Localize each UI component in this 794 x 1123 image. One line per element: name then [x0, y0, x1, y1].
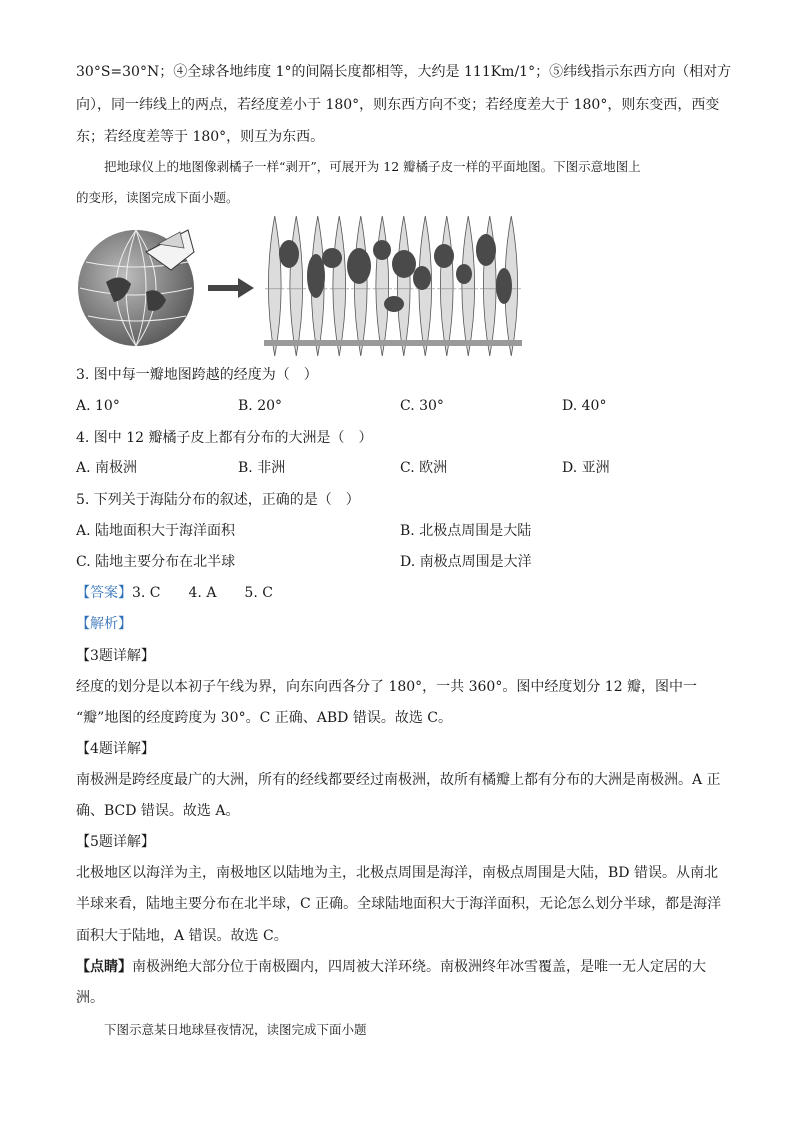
land-mass: [476, 234, 496, 266]
intro-line-2: 向），同一纬线上的两点，若经度差小于 180°，则东西方向不变；若经度差大于 180°，则东变西，西变: [76, 97, 720, 113]
next-passage: 下图示意某日地球昼夜情况，读图完成下面小题: [104, 1022, 367, 1037]
detail-3-label: 【3题详解】: [76, 648, 155, 664]
q5-option-b[interactable]: B. 北极点周围是大陆: [400, 523, 532, 539]
land-mass: [456, 264, 472, 284]
intro-line-1: 30°S=30°N；④全球各地纬度 1°的间隔长度都相等，大约是 111Km/1°；⑤纬线指示东西方向（相对方: [76, 64, 732, 80]
land-mass: [307, 254, 325, 298]
detail-4-label: 【4题详解】: [76, 741, 155, 757]
map-gore: [440, 216, 453, 356]
detail-3-line-2: “瓣”地图的经度跨度为 30°。C 正确、ABD 错误。故选 C。: [76, 710, 452, 726]
q4-option-c[interactable]: C. 欧洲: [400, 460, 448, 476]
map-gore: [397, 216, 410, 356]
question-3-stem: 3. 图中每一瓣地图跨越的经度为（ ）: [76, 367, 318, 383]
map-gore: [354, 216, 367, 356]
land-mass: [413, 266, 431, 290]
passage-line-2: 的变形，读图完成下面小题。: [76, 190, 239, 205]
passage-line-1: 把地球仪上的地图像剥橘子一样“剥开”，可展开为 12 瓣橘子皮一样的平面地图。下图示意地图上: [104, 159, 641, 174]
q5-option-c[interactable]: C. 陆地主要分布在北半球: [76, 554, 236, 570]
q4-option-b[interactable]: B. 非洲: [238, 460, 286, 476]
analysis-label: 【解析】: [76, 616, 132, 632]
q5-option-a[interactable]: A. 陆地面积大于海洋面积: [76, 523, 236, 539]
detail-5-label: 【5题详解】: [76, 834, 155, 850]
q5-option-d[interactable]: D. 南极点周围是大洋: [400, 554, 532, 570]
question-5-stem: 5. 下列关于海陆分布的叙述，正确的是（ ）: [76, 492, 360, 508]
detail-5-line-2: 半球来看，陆地主要分布在北半球，C 正确。全球陆地面积大于海洋面积，无论怎么划分半球，都是海洋: [76, 896, 722, 912]
antarctica-band: [264, 340, 522, 346]
detail-5-line-3: 面积大于陆地，A 错误。故选 C。: [76, 928, 288, 944]
right-arrow-icon: [208, 278, 254, 298]
land-mass: [434, 244, 454, 268]
map-gore: [333, 216, 346, 356]
tip-line-2: 洲。: [76, 990, 104, 1006]
tip-line-1: [76, 957, 706, 977]
q3-option-c[interactable]: C. 30°: [400, 398, 444, 414]
detail-5-line-1: 北极地区以海洋为主，南极地区以陆地为主，北极点周围是海洋，南极点周围是大陆，BD 错误。从南北: [76, 865, 718, 881]
map-gore: [290, 216, 303, 356]
q3-option-a[interactable]: A. 10°: [76, 398, 120, 414]
land-mass: [373, 240, 391, 260]
land-mass: [279, 240, 299, 268]
detail-4-line-2: 确、BCD 错误。故选 A。: [76, 803, 240, 819]
land-mass: [347, 248, 371, 284]
land-mass: [322, 248, 342, 268]
land-mass: [384, 296, 404, 312]
q3-option-b[interactable]: B. 20°: [238, 398, 283, 414]
tip-label: 【点睛】: [76, 959, 132, 975]
map-gore: [376, 216, 389, 356]
peeled-globe-image: [76, 222, 200, 350]
answer-text: 3. C 4. A 5. C: [132, 585, 273, 601]
q3-option-d[interactable]: D. 40°: [562, 398, 607, 414]
map-gore: [462, 216, 475, 356]
answer-label: 【答案】: [76, 585, 132, 601]
intro-line-3: 东；若经度差等于 180°，则互为东西。: [76, 129, 325, 145]
twelve-gore-map-image: [264, 216, 522, 356]
land-mass: [496, 268, 512, 304]
answer-line: [76, 583, 273, 603]
question-4-stem: 4. 图中 12 瓣橘子皮上都有分布的大洲是（ ）: [76, 430, 373, 446]
land-mass: [392, 250, 416, 278]
detail-3-line-1: 经度的划分是以本初子午线为界，向东向西各分了 180°，一共 360°。图中经度划分 12 瓣，图中一: [76, 679, 698, 695]
map-gore: [268, 216, 281, 356]
q4-option-d[interactable]: D. 亚洲: [562, 460, 610, 476]
detail-4-line-1: 南极洲是跨经度最广的大洲，所有的经线都要经过南极洲，故所有橘瓣上都有分布的大洲是南极洲。A 正: [76, 772, 721, 788]
q4-option-a[interactable]: A. 南极洲: [76, 460, 138, 476]
tip-text-1: 南极洲绝大部分位于南极圈内，四周被大洋环绕。南极洲终年冰雪覆盖，是唯一无人定居的大: [132, 959, 706, 975]
